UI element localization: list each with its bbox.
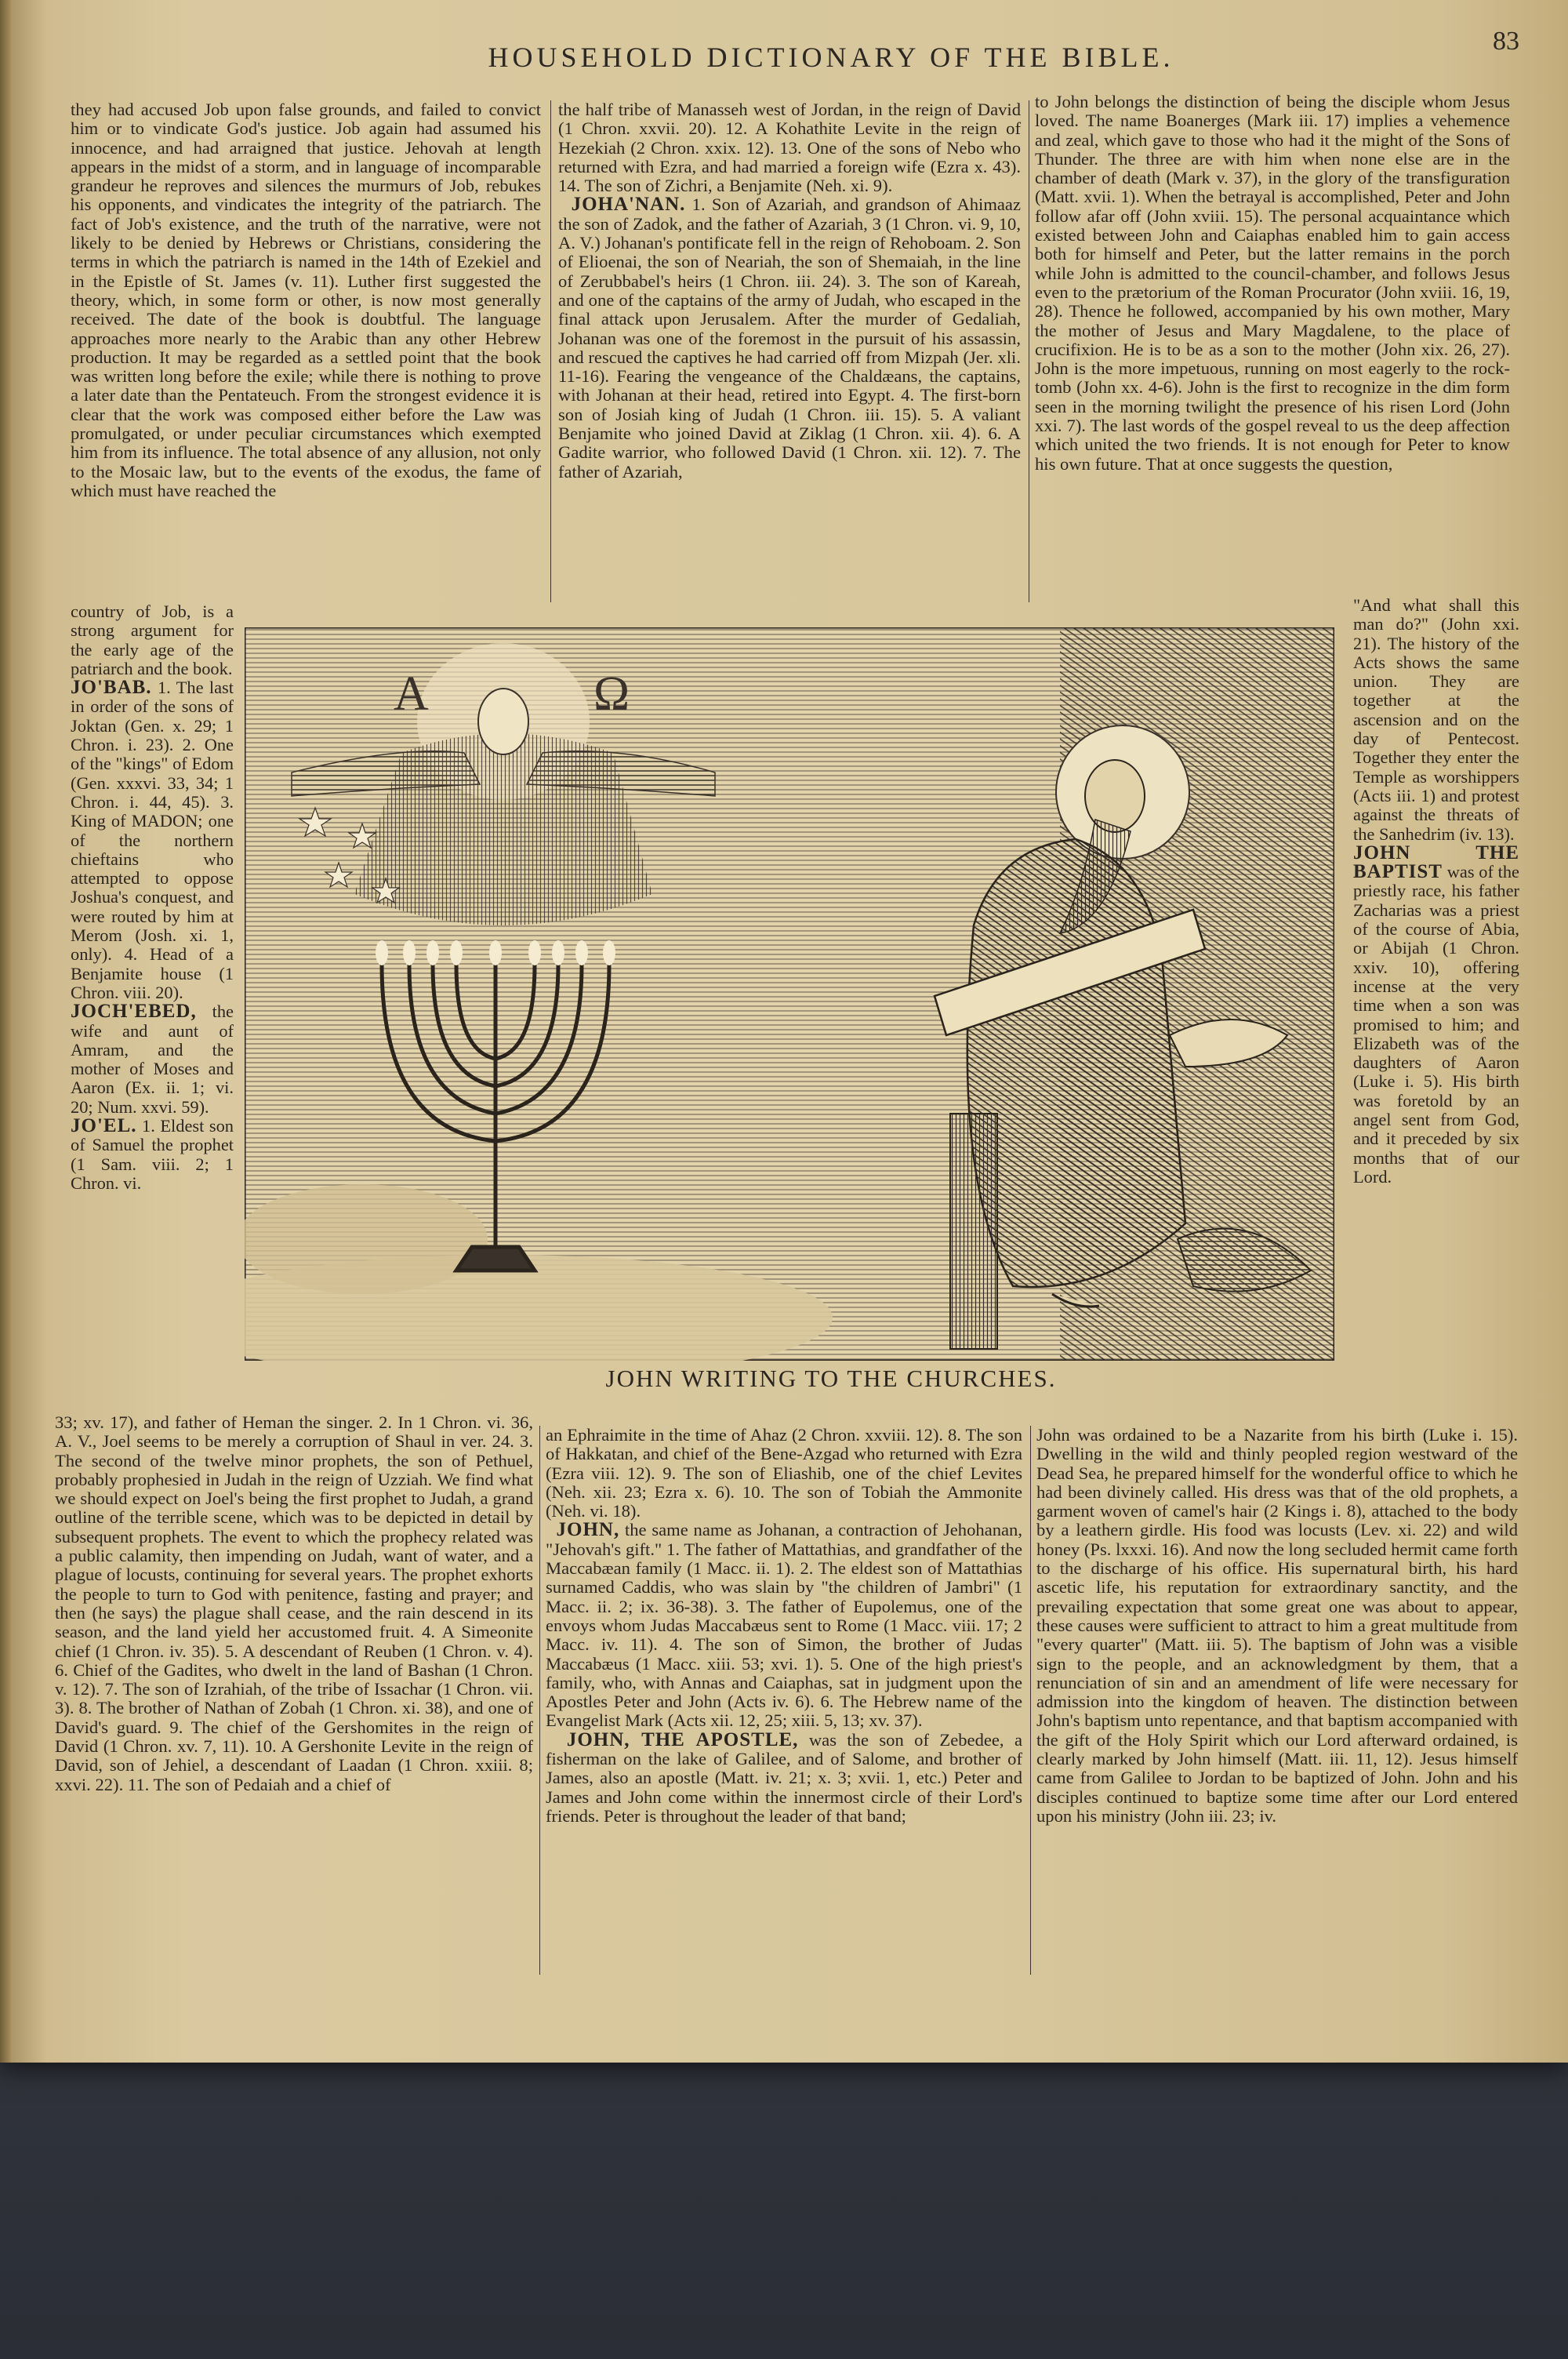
column-right-narrow: [1353, 596, 1519, 1187]
headword-jobab: JO'BAB.: [71, 677, 152, 699]
entry-baptist-text: was of the priestly race, his father Zacharias was a priest of the course of Abia, or Abijah (1 Chron. xxiv. 10), offering incense at the very time when a son was promised to him; and Elizabeth was of the daughters of Aaron (Luke i. 5). His birth was foretold by an angel sent from God, and it preceded by six months that of our Lord.: [1353, 862, 1519, 1187]
entry-apostle-continued: to John belongs the distinction of being the disciple whom Jesus loved. The name Boanerges (Mark iii. 17) implies a vehemence and zeal, which gave to those who had it the might of the Sons of Thunder. The three are with him when none else are in the chamber of death (Mark v. 37), in the glory of the transfiguration (Matt. xvii. 1). When the betrayal is accomplished, Peter and John follow afar off (John xviii. 15). The personal acquaintance which existed between John and Caiaphas enabled him to gain access both for himself and Peter, but the latter remains in the porch while John is admitted to the council-chamber, and follows Jesus even to the prætorium of the Roman Procurator (John xviii. 16, 19, 28). Thence he followed, accompanied by his own mother, Mary the mother of Jesus and Mary Magdalene, to the place of crucifixion. He is to be as a son to the mother (John xix. 26, 27). John is the more impetuous, running on most eagerly to the rock-tomb (John xx. 4-6). John is the first to recognize in the dim form seen in the morning twilight the presence of his risen Lord (John xxi. 7). The last words of the gospel reveal to us the deep affection which united the two friends. It is not enough for Peter to know his own future. That at once suggests the question,: [1035, 92, 1510, 474]
column-left-bottom: [55, 1413, 533, 1794]
entry-joel-text: 1. Eldest son of Samuel the prophet (1 Sam. viii. 2; 1 Chron. vi.: [71, 1116, 234, 1193]
entry-baptist: [1353, 841, 1519, 1187]
entry-john: [546, 1521, 1022, 1730]
column-rule-bottom-right: [1030, 1426, 1031, 1975]
headword-baptist: JOHN THE BAPTIST: [1353, 841, 1519, 883]
entry-jochebed: [71, 1002, 234, 1117]
entry-jobab-text: 1. The last in order of the sons of Joktan (Gen. x. 29; 1 Chron. i. 23). 2. One of the "kings" of Edom (Gen. xxxvi. 33, 34; 1 Chron. i. 44, 45). 3. King of MADON; one of the northern chieftains who attempted to oppose Joshua's conquest, and were routed by him at Merom (Josh. xi. 1, only). 4. Head of a Benjamite house (1 Chron. viii. 20).: [71, 678, 234, 1002]
entry-john-text: the same name as Johanan, a contraction of Jehohanan, "Jehovah's gift." 1. The father of Mattathias, and grandfather of the Maccabæan family (1 Macc. ii. 1). 2. The eldest son of Mattathias surnamed Caddis, who was slain by "the children of Jambri" (1 Macc. ii. 2; ix. 36-38). 3. The father of Eupolemus, one of the envoys whom Judas Maccabæus sent to Rome (1 Macc. viii. 17; 2 Macc. iv. 11). 4. The son of Simon, the brother of Judas Maccabæus (1 Macc. xiii. 53; xvi. 1). 5. One of the high priest's family, who, with Annas and Caiaphas, sat in judgment upon the Apostles Peter and John (Acts iv. 6). 6. The Hebrew name of the Evangelist Mark (Acts xii. 12, 25; xiii. 5, 13; xv. 37).: [546, 1520, 1022, 1731]
headword-jochebed: JOCH'EBED,: [71, 1001, 197, 1023]
column-right-top: [1035, 93, 1510, 474]
entry-apostle-end: "And what shall this man do?" (John xxi. 21). The history of the Acts shows the same union. They are together at the ascension and on the day of Pentecost. Together they enter the Temple as worshippers (Acts iii. 1) and protest against the threats of the Sanhedrim (iv. 13).: [1353, 595, 1519, 844]
headword-johanan: JOHA'NAN.: [571, 194, 686, 216]
headword-john: JOHN,: [556, 1519, 620, 1541]
column-middle-top: [558, 100, 1021, 482]
headword-joel: JO'EL.: [71, 1115, 137, 1137]
john-head: [1085, 760, 1145, 832]
alpha-letter: A: [394, 667, 429, 721]
engraving-john-writing: [245, 627, 1334, 1361]
entry-jobab: [71, 678, 234, 1002]
headword-john-apostle: JOHN, THE APOSTLE,: [566, 1728, 799, 1750]
running-head: HOUSEHOLD DICTIONARY OF THE BIBLE.: [488, 42, 1174, 73]
illustration-caption: JOHN WRITING TO THE CHURCHES.: [605, 1365, 1057, 1392]
column-middle-bottom: [546, 1426, 1022, 1826]
entry-johanan-text: 1. Son of Azariah, and grandson of Ahimaaz the son of Zadok, and the father of Azariah, 3 (1 Chron. vi. 9, 10, A. V.) Johanan's pontificate fell in the reign of Rehoboam. 2. Son of Elioenai, the son of Neariah, the son of Shemaiah, in the line of Zerubbabel's heirs (1 Chron. iii. 24). 3. The son of Kareah, and one of the captains of the army of Judah, who escaped in the final attack upon Jerusalem. After the murder of Gedaliah, Johanan was one of the foremost in the pursuit of his assassin, and rescued the captives he had carried off from Mizpah (Jer. xli. 11-16). Fearing the vengeance of the Chaldæans, the captains, with Johanan at their head, retired into Egypt. 4. The first-born son of Josiah king of Judah (1 Chron. iii. 15). 5. A valiant Benjamite who joined David at Ziklag (1 Chron. xii. 4). 6. A Gadite warrior, who followed David (1 Chron. xii. 12). 7. The father of Azariah,: [558, 194, 1021, 482]
menorah-flames: [376, 940, 615, 965]
omega-letter: Ω: [593, 667, 630, 721]
entry-joel: [71, 1117, 234, 1193]
entry-joel-continued: the half tribe of Manasseh west of Jordan, in the reign of David (1 Chron. xxvii. 20). 12. A Kohathite Levite in the reign of Hezekiah (2 Chron. xxix. 12). 13. One of the sons of Nebo who returned with Ezra, and had married a foreign wife (Ezra x. 43). 14. The son of Zichri, a Benjamite (Neh. xi. 9).: [558, 100, 1021, 196]
page-gutter-edge: [0, 0, 11, 2063]
entry-baptist-continued: John was ordained to be a Nazarite from his birth (Luke i. 15). Dwelling in the wild and thinly peopled region westward of the Dead Sea, he prepared himself for the wonderful office to which he had been divinely called. His dress was that of the old prophets, a garment woven of camel's hair (2 Kings i. 8), attached to the body by a leathern girdle. His food was locusts (Lev. xi. 22) and wild honey (Ps. lxxxi. 16). And now the long secluded hermit came forth to the discharge of his office. His supernatural birth, his hard ascetic life, his reputation for extraordinary sanctity, and the prevailing expectation that some great one was about to appear, these causes were sufficient to attract to him a great multitude from "every quarter" (Matt. iii. 5). The baptism of John was a visible sign to the people, and an acknowledgment by them, that a renunciation of sin and an amendment of life were necessary for admission into the kingdom of heaven. The distinction between John's baptism unto repentance, and that baptism accompanied with the gift of the Holy Spirit which our Lord afterward ordained, is clearly marked by John himself (Matt. iii. 11, 12). Jesus himself came from Galilee to Jordan to be baptized of John. John and his disciples continued to baptize some time after our Lord entered upon his ministry (John iii. 23; iv.: [1036, 1425, 1518, 1826]
entry-joel-continued-bottom: 33; xv. 17), and father of Heman the singer. 2. In 1 Chron. vi. 36, A. V., Joel seems to be merely a corruption of Shaul in ver. 24. 3. The second of the twelve minor prophets, the son of Pethuel, probably prophesied in Judah in the reign of Uzziah. We find what we should expect on Joel's being the first prophet to Judah, a grand outline of the terrible scene, which was to be depicted in detail by subsequent prophets. The event to which the prophecy related was a public calamity, then impending on Judah, want of water, and a plague of locusts, continuing for several years. The prophet exhorts the people to turn to God with penitence, fasting and prayer; and then (he says) the plague shall cease, and the rain descend in its season, and the land yield her accustomed fruit. 4. A Simeonite chief (1 Chron. iv. 35). 5. A descendant of Reuben (1 Chron. v. 4). 6. Chief of the Gadites, who dwelt in the land of Bashan (1 Chron. v. 12). 7. The son of Izrahiah, of the tribe of Issachar (1 Chron. vii. 3). 8. The brother of Nathan of Zobah (1 Chron. xi. 38), and one of David's guard. 9. The chief of the Gershomites in the reign of David (1 Chron. xv. 7, 11). 10. A Gershonite Levite in the reign of David, son of Jehiel, a descendant of Laadan (1 Chron. xxiii. 8; xxvi. 22). 11. The son of Pedaiah and a chief of: [55, 1412, 533, 1794]
entry-john-apostle: [546, 1728, 1022, 1826]
column-rule-left: [550, 100, 551, 602]
christ-head: [478, 689, 528, 754]
column-left-top: [71, 100, 541, 500]
column-right-bottom: [1036, 1426, 1518, 1826]
entry-john-apostle-text: was the son of Zebedee, a fisherman on the lake of Galilee, and of Salome, and brother of James, also an apostle (Matt. iv. 21; x. 3; xvii. 1, etc.) Peter and James and John come within the innermost circle of their Lord's friends. Peter is throughout the leader of that band;: [546, 1729, 1022, 1826]
entry-johanan: [558, 195, 1021, 481]
entry-johanan-continued: an Ephraimite in the time of Ahaz (2 Chron. xxviii. 12). 8. The son of Hakkatan, and chief of the Bene-Azgad who returned with Ezra (Ezra viii. 12). 9. The son of Eliashib, one of the chief Levites (Neh. xii. 23; Ezra x. 6). 10. The son of Tobiah the Ammonite (Neh. vi. 18).: [546, 1425, 1022, 1521]
page-number: 83: [1493, 27, 1519, 56]
entry-job-end: country of Job, is a strong argument for the early age of the patriarch and the book.: [71, 602, 234, 678]
column-rule-bottom-left: [539, 1426, 540, 1975]
stool-leg: [950, 1114, 997, 1349]
entry-job-continued: they had accused Job upon false grounds, and failed to convict him or to vindicate God's justice. Job again had assumed his innocence, and had arraigned that justice. Jehovah at length appears in the midst of a storm, and in language of incomparable grandeur he reproves and silences the murmurs of Job, rebukes his opponents, and vindicates the integrity of the patriarch. The fact of Job's existence, and the truth of the narrative, were not likely to be denied by Hebrews or Christians, considering the terms in which the patriarch is named in the 14th of Ezekiel and in the Epistle of St. James (v. 11). Luther first suggested the theory, which, in some form or other, is now most generally received. The date of the book is doubtful. The language approaches more nearly to the Arabic than any other Hebrew production. It may be regarded as a settled point that the book was written long before the exile; while there is nothing to prove a later date than the Pentateuch. From the strongest evidence it is clear that the work was composed either before the Law was promulgated, or under peculiar circumstances which exempted him from its influence. The total absence of any allusion, not only to the Mosaic law, but to the events of the exodus, the fame of which must have reached the: [71, 100, 541, 500]
entry-jochebed-text: the wife and aunt of Amram, and the mother of Moses and Aaron (Ex. ii. 1; vi. 20; Num. xxvi. 59).: [71, 1001, 234, 1117]
column-left-narrow: [71, 602, 234, 1193]
